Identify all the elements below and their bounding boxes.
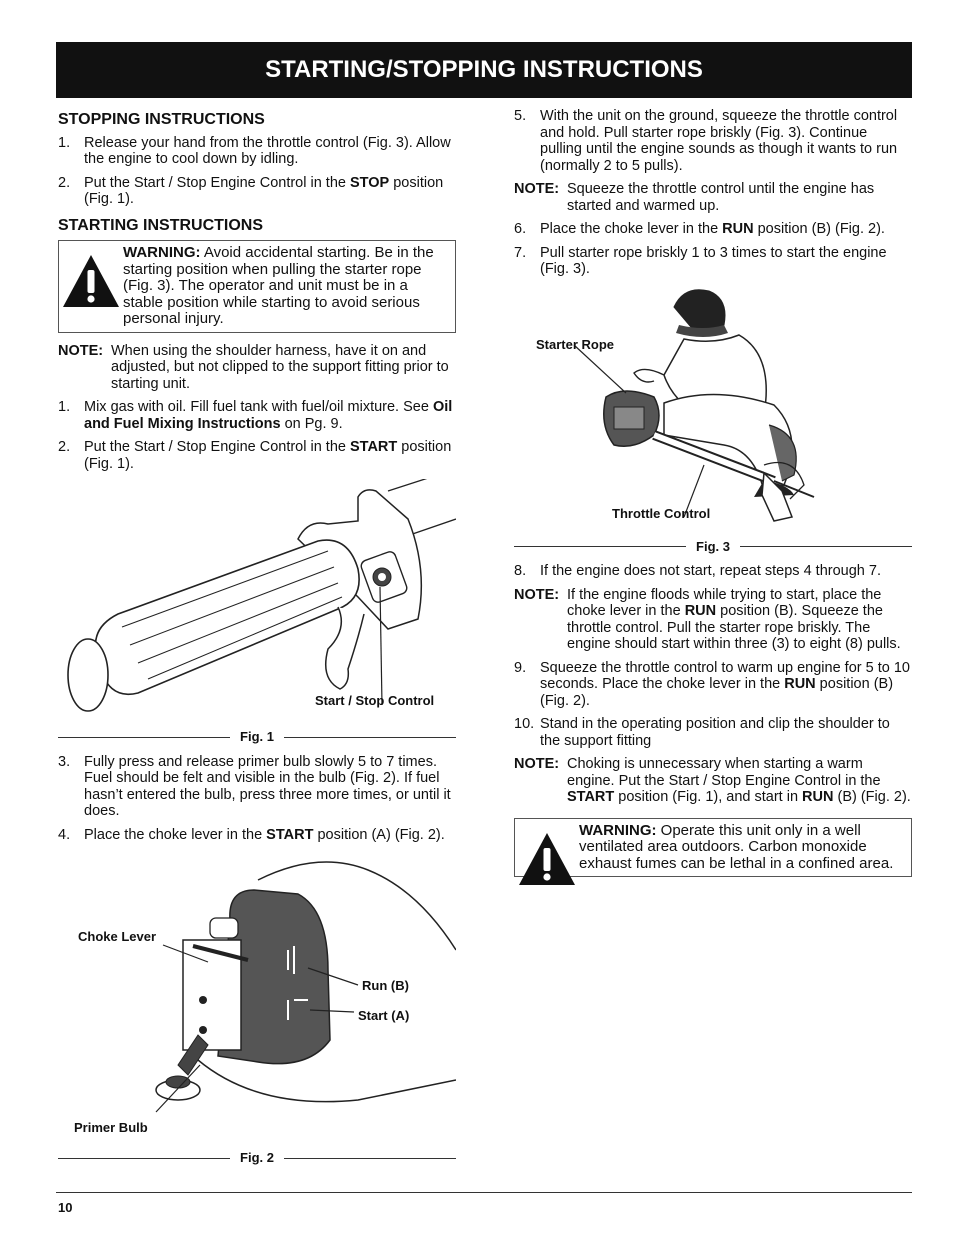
start-step-8 <box>514 563 912 580</box>
fig2-label-run: Run (B) <box>362 978 409 993</box>
warning-triangle-icon <box>61 253 121 309</box>
step-number: 8. <box>514 563 527 579</box>
footer-rule <box>56 1192 912 1193</box>
start-step-10 <box>514 716 912 749</box>
note-text: Choking is unnecessary when starting a warm engine. Put the Start / Stop Engine Control in the <box>567 756 881 789</box>
stopping-heading: STOPPING INSTRUCTIONS <box>58 111 265 128</box>
start-step-7 <box>514 245 912 278</box>
figure-2 <box>58 850 456 1146</box>
step-number: 10. <box>514 716 535 732</box>
stop-step-2 <box>58 175 456 208</box>
start-step-3 <box>58 754 456 820</box>
step-text: position (Fig. 1). <box>84 439 452 472</box>
fig2-caption: Fig. 2 <box>240 1150 274 1165</box>
note-1 <box>58 343 456 393</box>
note-text: (B) (Fig. 2). <box>833 789 911 805</box>
note-label: NOTE: <box>514 756 560 772</box>
step-number: 6. <box>514 221 527 237</box>
note-label: NOTE: <box>514 586 560 603</box>
step-number: 9. <box>514 659 527 676</box>
fig3-label-starter-rope: Starter Rope <box>536 336 615 352</box>
step-number: 5. <box>514 108 527 124</box>
warning-triangle-icon <box>517 831 577 887</box>
step-text: Place the choke lever in the <box>84 826 267 843</box>
note-bold: RUN <box>802 789 834 805</box>
caption-rule <box>514 546 686 547</box>
note-bold: RUN <box>684 603 717 619</box>
warning-label: WARNING: <box>579 821 657 839</box>
step-text: Put the Start / Stop Engine Control in the <box>84 174 350 191</box>
fig1-caption: Fig. 1 <box>240 729 274 744</box>
step-bold: RUN <box>722 221 754 237</box>
page-number: 10 <box>58 1200 73 1215</box>
step-bold: START <box>266 826 314 843</box>
step-bold: RUN <box>784 676 816 692</box>
step-text: position (A) (Fig. 2). <box>313 826 445 843</box>
note-text: position (B). Squeeze the throttle control. Pull the starter rope briskly. The engine should start within three (3) to eight (8) pulls. <box>567 603 901 652</box>
warning-text: Avoid accidental starting. Be in the starting position when pulling the starter rope (Fig. 3). The operator and unit must be in a stable position while starting to avoid serious personal injury. <box>123 244 434 327</box>
fig3-caption-row <box>514 539 912 556</box>
step-text: Squeeze the throttle control to warm up engine for 5 to 10 seconds. Place the choke lever in the <box>540 659 910 692</box>
step-text: Release your hand from the throttle control (Fig. 3). Allow the engine to cool down by idling. <box>84 134 451 167</box>
warning-text: Operate this unit only in a well ventilated area outdoors. Carbon monoxide exhaust fumes can be lethal in a confined area. <box>579 821 894 872</box>
note-label: NOTE: <box>58 342 104 359</box>
figure-3 <box>514 285 912 535</box>
step-text: Place the choke lever in the <box>540 221 723 237</box>
step-text: Stand in the operating position and clip the shoulder to the support fitting <box>540 716 890 749</box>
note-3 <box>514 587 912 653</box>
fig2-label-start: Start (A) <box>358 1008 410 1023</box>
right-column <box>514 108 912 887</box>
step-number: 7. <box>514 244 527 261</box>
fig2-label-primer-bulb: Primer Bulb <box>74 1120 148 1135</box>
note-4 <box>514 756 912 806</box>
starting-heading: STARTING INSTRUCTIONS <box>58 216 264 234</box>
note-text: position (Fig. 1), and start in <box>614 789 803 805</box>
step-text: With the unit on the ground, squeeze the throttle control and hold. Pull starter rope briskly (Fig. 3). Continue pulling until the engine sounds as though it wants to run (normally 2 to 5 pulls). <box>540 108 898 174</box>
note-text: Squeeze the throttle control until the engine has started and warmed up. <box>567 181 875 214</box>
figure-1 <box>58 479 456 725</box>
note-label: NOTE: <box>514 181 560 197</box>
fig3-label-throttle-control: Throttle Control <box>612 505 711 521</box>
throttle-handle-illustration <box>58 479 456 725</box>
step-text: position (B) (Fig. 2). <box>753 221 885 237</box>
stop-step-1 <box>58 135 456 168</box>
step-number: 2. <box>58 439 71 455</box>
choke-primer-illustration <box>58 850 456 1146</box>
step-number: 2. <box>58 174 71 191</box>
start-step-6 <box>514 221 912 238</box>
warning-box-1 <box>58 240 456 333</box>
fig2-label-choke-lever: Choke Lever <box>78 929 157 944</box>
step-number: 1. <box>58 399 71 415</box>
caption-rule <box>284 1158 456 1159</box>
left-column <box>58 108 456 1175</box>
start-step-2 <box>58 439 456 472</box>
start-step-5 <box>514 108 912 174</box>
step-text: Mix gas with oil. Fill fuel tank with fuel/oil mixture. See <box>84 399 433 415</box>
start-step-1 <box>58 399 456 432</box>
step-text: Fully press and release primer bulb slowly 5 to 7 times. Fuel should be felt and visible in the bulb (Fig. 2). If fuel hasn’t entered the bulb, press three more times, or until it does. <box>84 753 451 819</box>
pull-starter-illustration <box>514 285 912 535</box>
step-text: on Pg. 9. <box>280 415 343 432</box>
step-text: If the engine does not start, repeat steps 4 through 7. <box>540 563 881 579</box>
step-text: position (Fig. 1). <box>84 174 444 207</box>
step-bold: START <box>350 439 398 455</box>
warning-box-2 <box>514 818 912 878</box>
fig3-caption: Fig. 3 <box>696 538 730 554</box>
step-number: 1. <box>58 134 71 151</box>
warning-label: WARNING: <box>123 244 201 261</box>
start-step-9 <box>514 660 912 710</box>
note-text: If the engine floods while trying to start, place the choke lever in the <box>567 586 882 619</box>
fig1-caption-row <box>58 729 456 746</box>
step-text: Put the Start / Stop Engine Control in the <box>84 439 350 455</box>
note-text: When using the shoulder harness, have it on and adjusted, but not clipped to the support fitting prior to starting unit. <box>111 342 449 392</box>
step-number: 4. <box>58 826 71 843</box>
page-title: STARTING/STOPPING INSTRUCTIONS <box>56 42 912 98</box>
fig2-caption-row <box>58 1150 456 1167</box>
caption-rule <box>58 737 230 738</box>
fig1-label-start-stop: Start / Stop Control <box>315 693 435 708</box>
step-bold: STOP <box>350 174 390 191</box>
note-2 <box>514 181 912 214</box>
step-bold: Oil and Fuel Mixing Instructions <box>84 399 453 432</box>
step-number: 3. <box>58 753 71 770</box>
note-bold: START <box>567 789 615 805</box>
caption-rule <box>58 1158 230 1159</box>
caption-rule <box>284 737 456 738</box>
caption-rule <box>740 546 912 547</box>
start-step-4 <box>58 827 456 844</box>
step-text: position (B) (Fig. 2). <box>540 676 894 709</box>
step-text: Pull starter rope briskly 1 to 3 times to start the engine (Fig. 3). <box>540 244 887 277</box>
